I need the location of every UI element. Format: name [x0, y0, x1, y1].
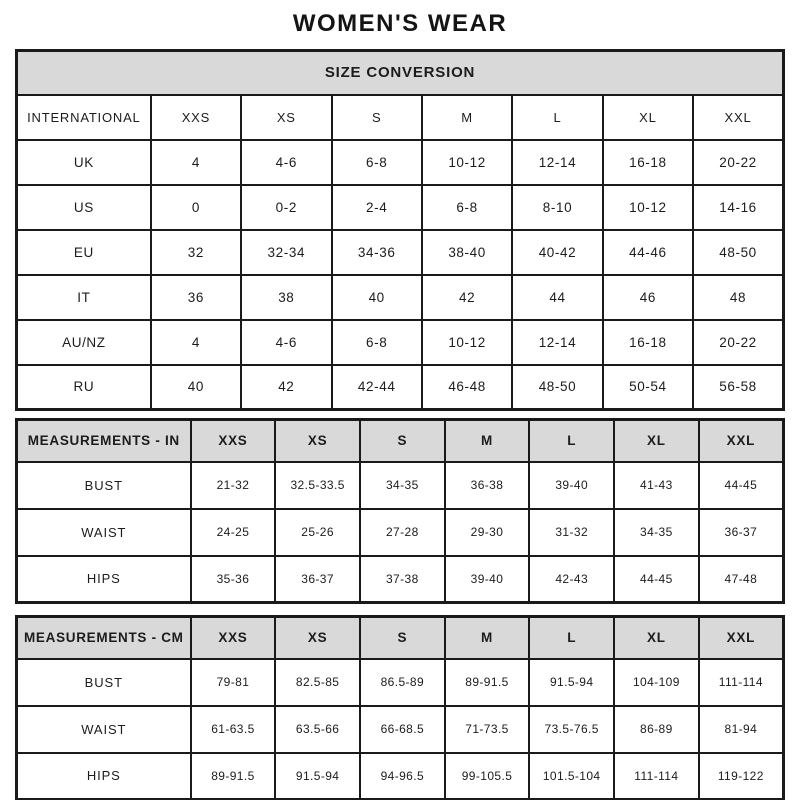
size-cell: 4-6 [241, 320, 331, 365]
measurement-cell: 111-114 [699, 659, 784, 706]
measurement-cell: 21-32 [191, 462, 276, 509]
measurement-cell: 101.5-104 [529, 753, 614, 800]
standard-column-header: INTERNATIONAL [17, 95, 151, 140]
size-cell: 32-34 [241, 230, 331, 275]
row-label: HIPS [17, 556, 191, 603]
measurement-cell: 119-122 [699, 753, 784, 800]
table-row [17, 185, 784, 230]
page-title: WOMEN'S WEAR [292, 10, 508, 37]
measurement-cell: 37-38 [360, 556, 445, 603]
size-cell: 48-50 [693, 230, 783, 275]
size-cell: 0 [151, 185, 241, 230]
measurement-cell: 86-89 [614, 706, 699, 753]
size-cell: 14-16 [693, 185, 783, 230]
measurement-cell: 73.5-76.5 [529, 706, 614, 753]
size-column-header: S [332, 95, 422, 140]
size-cell: 12-14 [512, 140, 602, 185]
size-cell: 6-8 [332, 320, 422, 365]
size-column-header: S [360, 617, 445, 659]
measurement-cell: 36-37 [275, 556, 360, 603]
measurements-in-body [17, 420, 784, 603]
size-cell: 10-12 [603, 185, 693, 230]
measurement-cell: 35-36 [191, 556, 276, 603]
measurement-cell: 39-40 [529, 462, 614, 509]
size-cell: 44-46 [603, 230, 693, 275]
size-cell: 4 [151, 320, 241, 365]
measurement-cell: 36-37 [699, 509, 784, 556]
table-row [17, 462, 784, 509]
size-column-header: XXS [191, 420, 276, 462]
table-row [17, 365, 784, 410]
measurement-cell: 79-81 [191, 659, 276, 706]
measurements-cm-body [17, 617, 784, 800]
table-row [17, 659, 784, 706]
measurement-cell: 42-43 [529, 556, 614, 603]
size-cell: 20-22 [693, 320, 783, 365]
size-column-header: L [529, 420, 614, 462]
measurement-cell: 31-32 [529, 509, 614, 556]
size-cell: 20-22 [693, 140, 783, 185]
table-section-header: MEASUREMENTS - IN [17, 420, 191, 462]
measurement-cell: 34-35 [360, 462, 445, 509]
size-cell: 38 [241, 275, 331, 320]
size-cell: 48-50 [512, 365, 602, 410]
measurement-cell: 29-30 [445, 509, 530, 556]
size-column-header: M [445, 617, 530, 659]
size-cell: 4 [151, 140, 241, 185]
size-cell: 6-8 [422, 185, 512, 230]
measurement-cell: 27-28 [360, 509, 445, 556]
measurement-cell: 91.5-94 [529, 659, 614, 706]
size-column-header: XXL [699, 617, 784, 659]
measurement-cell: 94-96.5 [360, 753, 445, 800]
measurement-cell: 82.5-85 [275, 659, 360, 706]
size-column-header: L [529, 617, 614, 659]
size-column-header: XXL [699, 420, 784, 462]
size-cell: 46-48 [422, 365, 512, 410]
size-column-header: XXL [693, 95, 783, 140]
column-header-row [17, 95, 784, 140]
size-cell: 32 [151, 230, 241, 275]
measurement-cell: 89-91.5 [445, 659, 530, 706]
size-column-header: M [422, 95, 512, 140]
measurement-cell: 34-35 [614, 509, 699, 556]
measurement-cell: 81-94 [699, 706, 784, 753]
measurement-cell: 41-43 [614, 462, 699, 509]
measurement-cell: 99-105.5 [445, 753, 530, 800]
size-cell: 2-4 [332, 185, 422, 230]
measurement-cell: 36-38 [445, 462, 530, 509]
size-cell: 38-40 [422, 230, 512, 275]
size-cell: 34-36 [332, 230, 422, 275]
size-cell: 36 [151, 275, 241, 320]
size-cell: 40 [332, 275, 422, 320]
measurement-cell: 25-26 [275, 509, 360, 556]
column-header-row [17, 420, 784, 462]
measurements-cm-table [15, 615, 785, 800]
measurement-cell: 63.5-66 [275, 706, 360, 753]
size-conversion-table [15, 49, 785, 411]
table-section-header: SIZE CONVERSION [17, 51, 784, 95]
measurement-cell: 47-48 [699, 556, 784, 603]
size-cell: 42-44 [332, 365, 422, 410]
size-cell: 40-42 [512, 230, 602, 275]
table-row [17, 320, 784, 365]
measurement-cell: 39-40 [445, 556, 530, 603]
column-header-row [17, 617, 784, 659]
size-column-header: XL [614, 617, 699, 659]
row-label: AU/NZ [17, 320, 151, 365]
section-header-row [17, 51, 784, 95]
table-row [17, 140, 784, 185]
size-column-header: XS [241, 95, 331, 140]
size-cell: 6-8 [332, 140, 422, 185]
measurements-in-table [15, 418, 785, 604]
row-label: WAIST [17, 706, 191, 753]
row-label: HIPS [17, 753, 191, 800]
measurement-cell: 66-68.5 [360, 706, 445, 753]
row-label: WAIST [17, 509, 191, 556]
row-label: BUST [17, 462, 191, 509]
size-cell: 16-18 [603, 140, 693, 185]
size-cell: 46 [603, 275, 693, 320]
row-label: BUST [17, 659, 191, 706]
row-label: US [17, 185, 151, 230]
measurement-cell: 24-25 [191, 509, 276, 556]
size-cell: 40 [151, 365, 241, 410]
size-column-header: S [360, 420, 445, 462]
size-cell: 48 [693, 275, 783, 320]
table-row [17, 706, 784, 753]
size-cell: 10-12 [422, 320, 512, 365]
row-label: RU [17, 365, 151, 410]
measurement-cell: 61-63.5 [191, 706, 276, 753]
size-column-header: L [512, 95, 602, 140]
table-section-header: MEASUREMENTS - CM [17, 617, 191, 659]
size-column-header: XXS [191, 617, 276, 659]
table-row [17, 509, 784, 556]
row-label: UK [17, 140, 151, 185]
size-column-header: XS [275, 420, 360, 462]
row-label: EU [17, 230, 151, 275]
size-column-header: XL [603, 95, 693, 140]
size-cell: 42 [422, 275, 512, 320]
size-cell: 10-12 [422, 140, 512, 185]
size-cell: 16-18 [603, 320, 693, 365]
measurement-cell: 104-109 [614, 659, 699, 706]
table-row [17, 556, 784, 603]
size-cell: 56-58 [693, 365, 783, 410]
measurement-cell: 91.5-94 [275, 753, 360, 800]
table-row [17, 275, 784, 320]
measurement-cell: 32.5-33.5 [275, 462, 360, 509]
measurement-cell: 44-45 [614, 556, 699, 603]
size-column-header: M [445, 420, 530, 462]
measurement-cell: 89-91.5 [191, 753, 276, 800]
size-cell: 8-10 [512, 185, 602, 230]
size-cell: 42 [241, 365, 331, 410]
size-column-header: XXS [151, 95, 241, 140]
size-cell: 50-54 [603, 365, 693, 410]
table-row [17, 753, 784, 800]
measurement-cell: 44-45 [699, 462, 784, 509]
size-column-header: XS [275, 617, 360, 659]
table-row [17, 230, 784, 275]
measurement-cell: 71-73.5 [445, 706, 530, 753]
measurement-cell: 111-114 [614, 753, 699, 800]
size-cell: 44 [512, 275, 602, 320]
size-conversion-body [17, 51, 784, 410]
size-cell: 12-14 [512, 320, 602, 365]
size-cell: 0-2 [241, 185, 331, 230]
size-cell: 4-6 [241, 140, 331, 185]
measurement-cell: 86.5-89 [360, 659, 445, 706]
size-column-header: XL [614, 420, 699, 462]
row-label: IT [17, 275, 151, 320]
